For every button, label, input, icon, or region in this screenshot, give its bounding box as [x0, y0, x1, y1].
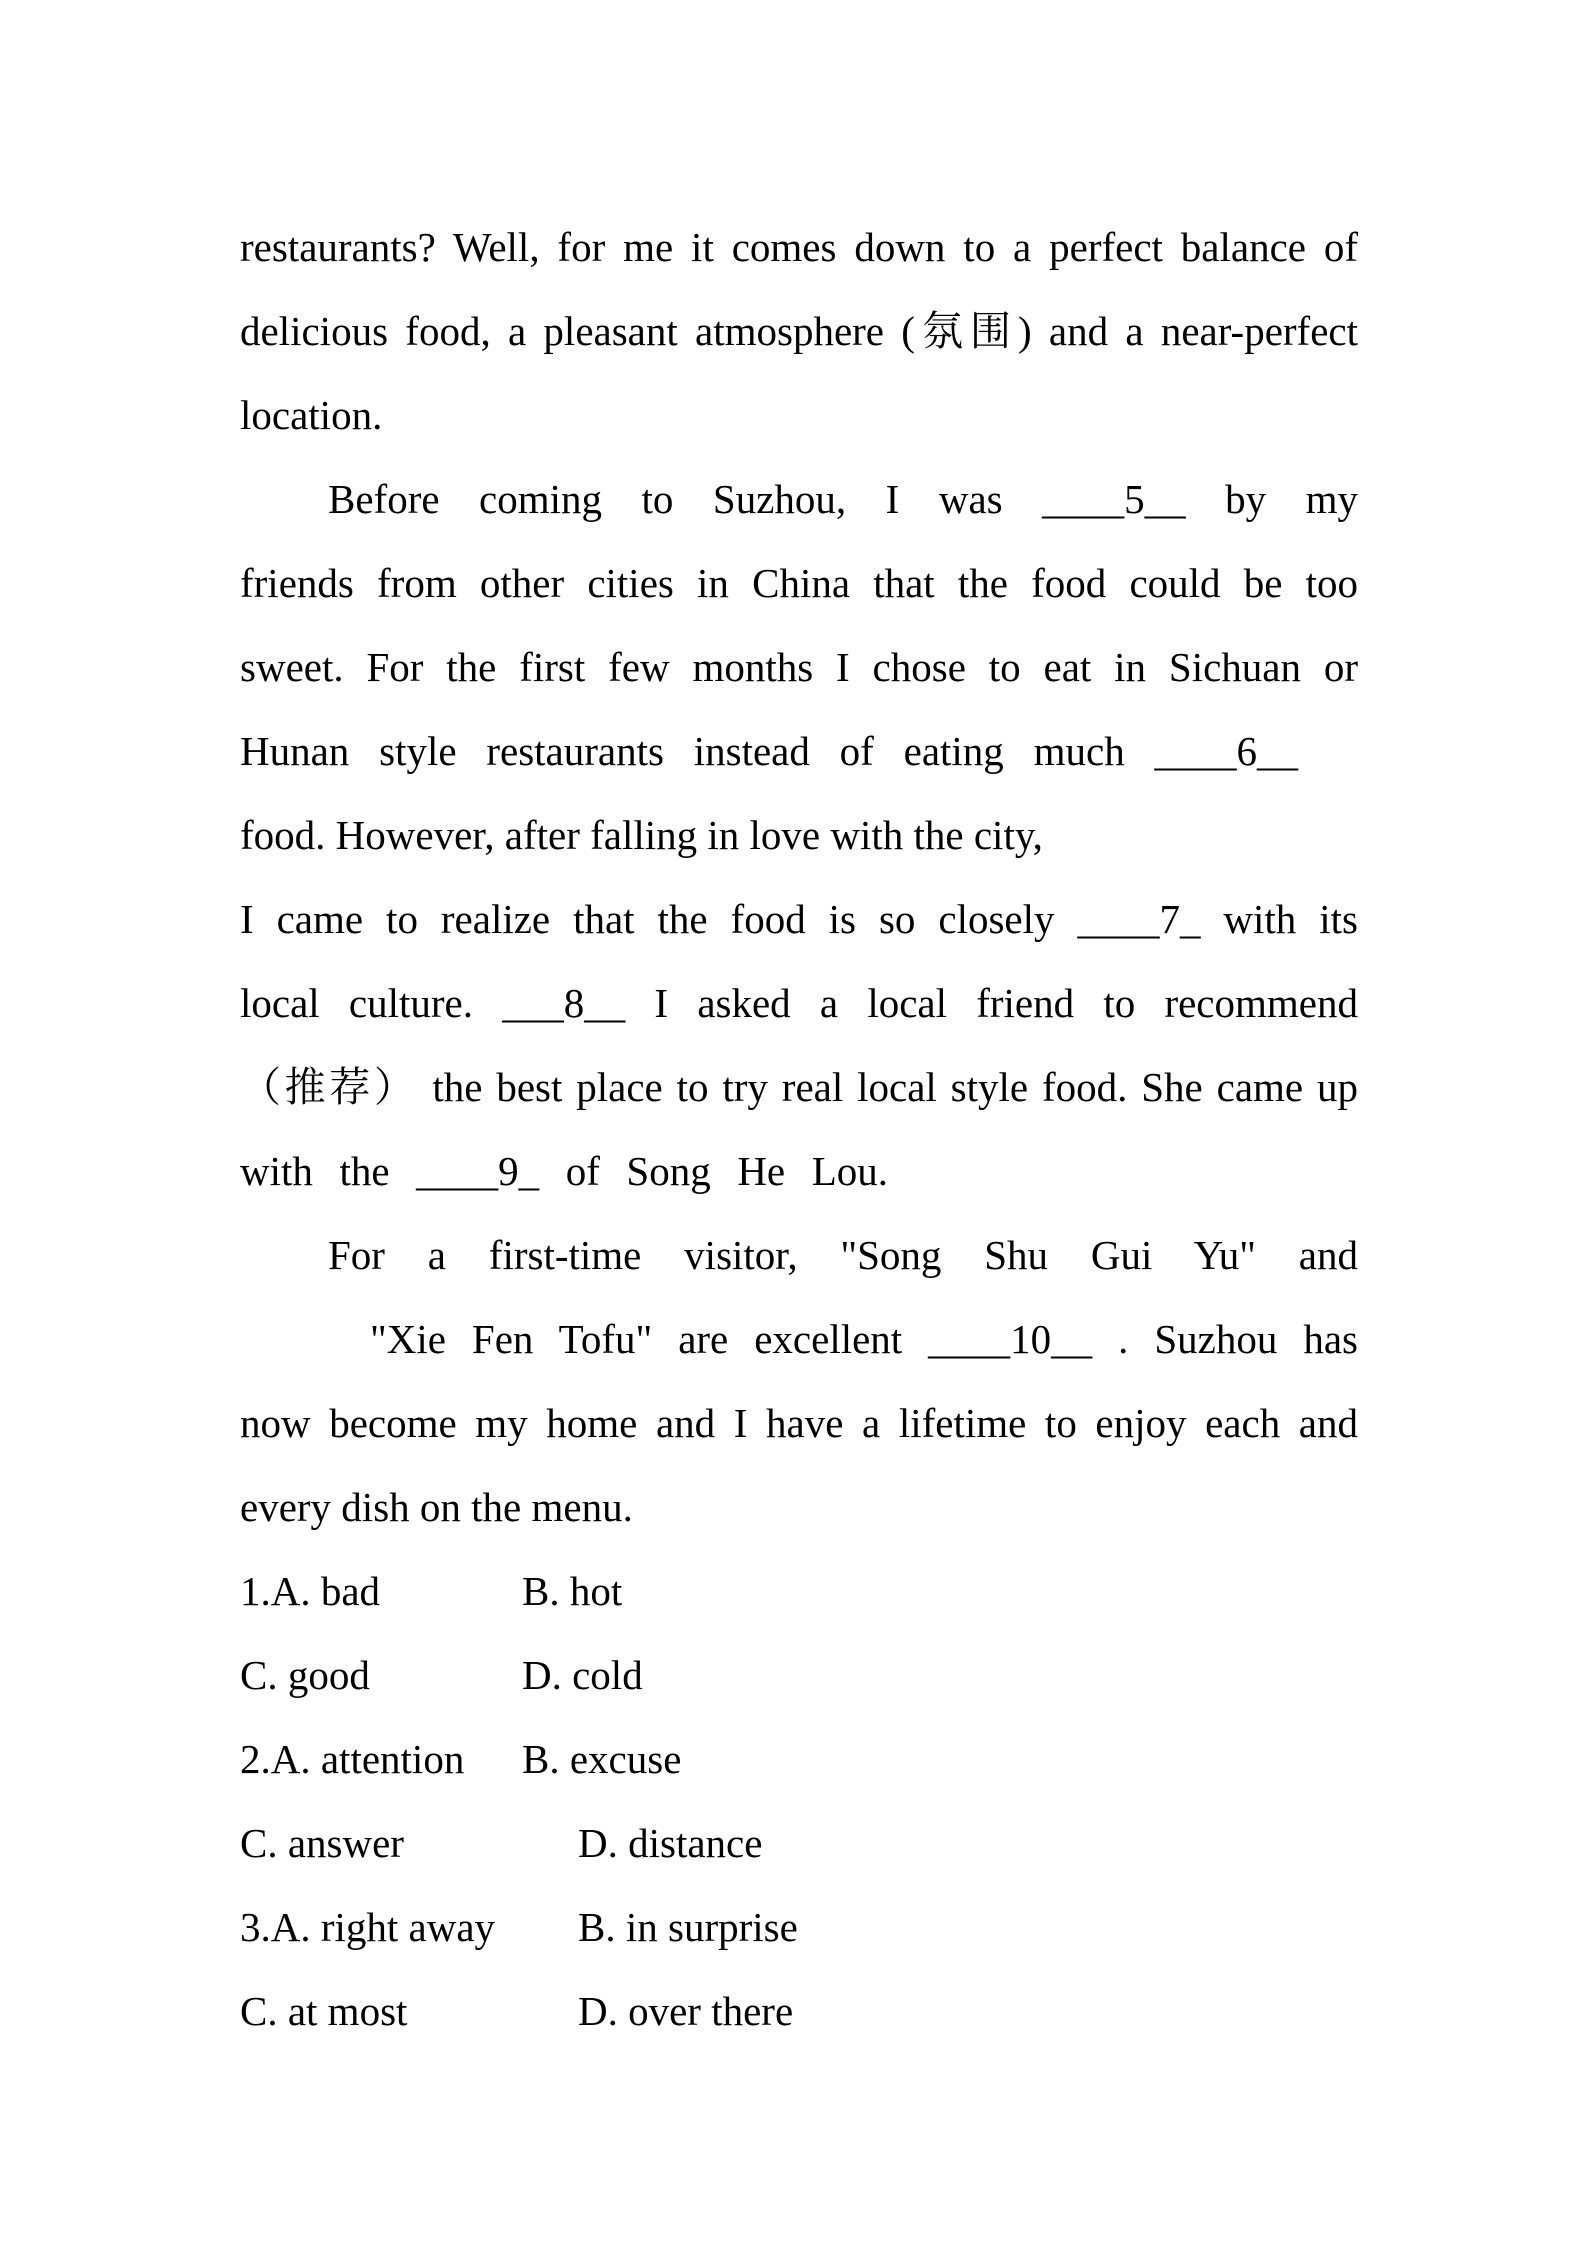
option-c: C. at most [240, 1988, 408, 2034]
option-row-4 [240, 1801, 1358, 1885]
option-d: D. cold [522, 1652, 643, 1698]
passage-line-10: local culture. ___8__ I asked a local friend to recommend [240, 980, 1358, 1026]
passage-line-1: restaurants? Well, for me it comes down to a perfect balance of [240, 224, 1358, 270]
option-d: D. over there [578, 1988, 794, 2034]
passage-line-14: "Xie Fen Tofu" are excellent ____10__ . Suzhou has [370, 1316, 1358, 1362]
option-a: 3.A. right away [240, 1904, 496, 1950]
passage-line-8: food. However, after falling in love with the city, [240, 812, 1043, 858]
passage-line-6: sweet. For the first few months I chose to eat in Sichuan or [240, 644, 1358, 690]
passage-line-7: Hunan style restaurants instead of eating much ____6__ [240, 728, 1298, 774]
passage-line-2: delicious food, a pleasant atmosphere (氛围) and a near-perfect [240, 308, 1358, 354]
option-row-2 [240, 1633, 1358, 1717]
option-d: D. distance [578, 1820, 763, 1866]
option-a: 1.A. bad [240, 1568, 381, 1614]
option-c: C. answer [240, 1820, 404, 1866]
passage-line-5: friends from other cities in China that the food could be too [240, 560, 1358, 606]
option-row-5 [240, 1885, 1358, 1969]
passage-line-12: with the ____9_ of Song He Lou. [240, 1148, 888, 1194]
option-c: C. good [240, 1652, 370, 1698]
passage-line-13: For a first-time visitor, "Song Shu Gui Yu" and [328, 1232, 1358, 1278]
passage-line-9: I came to realize that the food is so closely ____7_ with its [240, 896, 1358, 942]
option-row-1 [240, 1549, 1358, 1633]
option-b: B. excuse [522, 1736, 682, 1782]
option-row-3 [240, 1717, 1358, 1801]
option-b: B. in surprise [578, 1904, 798, 1950]
passage-line-15: now become my home and I have a lifetime to enjoy each and [240, 1400, 1358, 1446]
passage-line-16: every dish on the menu. [240, 1484, 633, 1530]
document-page [240, 205, 1358, 2053]
option-a: 2.A. attention [240, 1736, 465, 1782]
option-row-6 [240, 1969, 1358, 2053]
passage-line-4: Before coming to Suzhou, I was ____5__ by my [328, 476, 1358, 522]
passage-line-11: （推荐） the best place to try real local style food. She came up [240, 1064, 1358, 1110]
option-b: B. hot [522, 1568, 623, 1614]
passage-line-3: location. [240, 392, 383, 438]
